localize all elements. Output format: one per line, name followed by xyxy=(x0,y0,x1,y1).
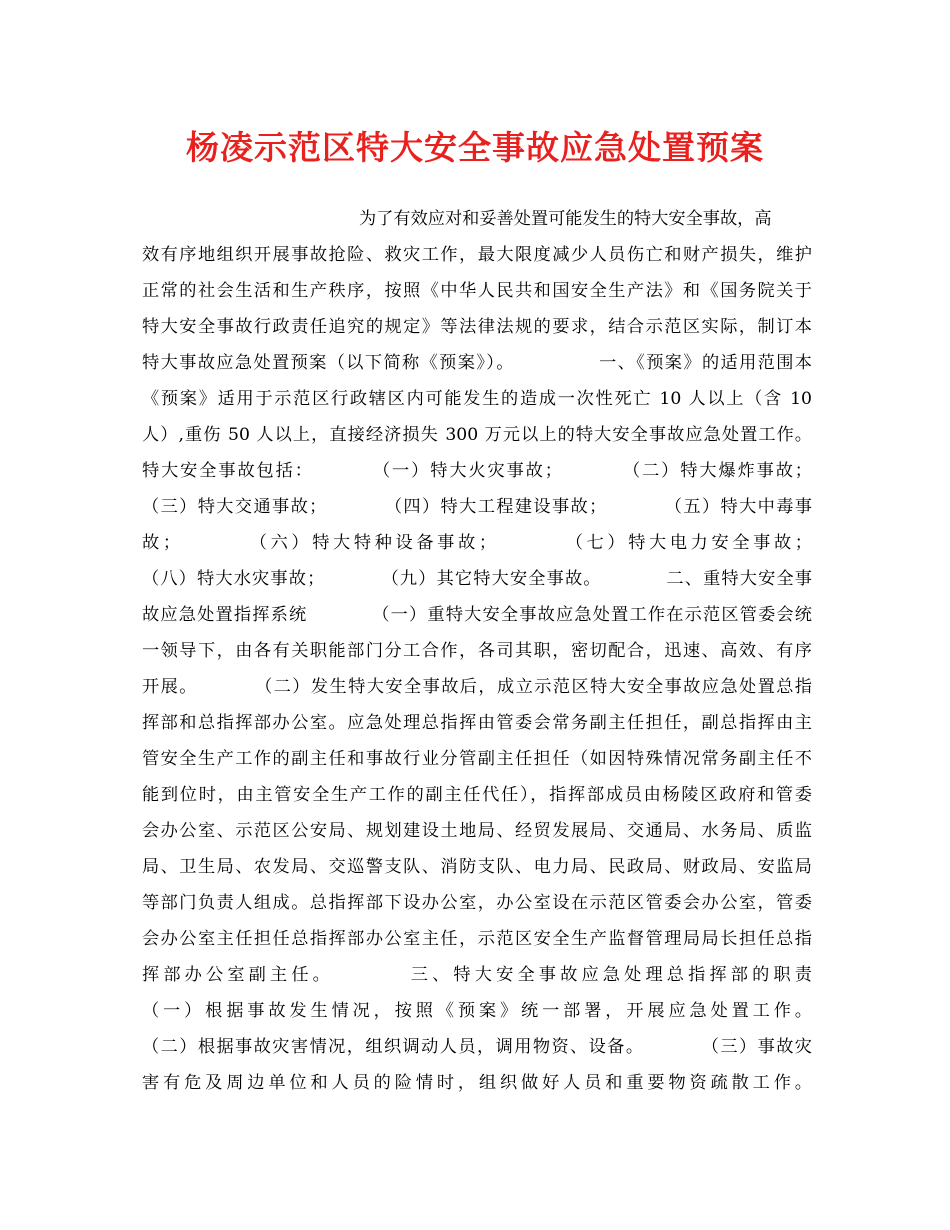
body-line: （一）根据事故发生情况，按照《预案》统一部署，开展应急处置工作。 xyxy=(142,1001,812,1021)
body-line: 害有危及周边单位和人员的险情时，组织做好人员和重要物资疏散工作。 xyxy=(142,1073,812,1093)
body-line: 特大事故应急处置预案（以下简称《预案》）。 一、《预案》的适用范围本 xyxy=(142,353,812,373)
document-title: 杨凌示范区特大安全事故应急处置预案 xyxy=(186,128,764,167)
body-line: 挥部办公室副主任。 三、特大安全事故应急处理总指挥部的职责 xyxy=(142,965,812,985)
body-line: 能到位时，由主管安全生产工作的副主任代任），指挥部成员由杨陵区政府和管委 xyxy=(142,785,812,805)
body-line: 效有序地组织开展事故抢险、救灾工作，最大限度减少人员伤亡和财产损失，维护 xyxy=(142,245,812,265)
body-line: 挥部和总指挥部办公室。应急处理总指挥由管委会常务副主任担任，副总指挥由主 xyxy=(142,713,812,733)
body-line: 开展。 （二）发生特大安全事故后，成立示范区特大安全事故应急处置总指 xyxy=(142,677,812,697)
body-line: 正常的社会生活和生产秩序，按照《中华人民共和国安全生产法》和《国务院关于 xyxy=(142,281,812,301)
body-line: 会办公室主任担任总指挥部办公室主任，示范区安全生产监督管理局局长担任总指 xyxy=(142,929,812,949)
body-line: 特大安全事故包括： （一）特大火灾事故； （二）特大爆炸事故； xyxy=(142,461,812,481)
body-line: 一领导下，由各有关职能部门分工合作，各司其职，密切配合，迅速、高效、有序 xyxy=(142,641,812,661)
body-line: 故应急处置指挥系统 （一）重特大安全事故应急处置工作在示范区管委会统 xyxy=(142,605,812,625)
body-line: 局、卫生局、农发局、交巡警支队、消防支队、电力局、民政局、财政局、安监局 xyxy=(142,857,812,877)
body-line: 故； （六）特大特种设备事故； （七）特大电力安全事故； xyxy=(142,533,812,553)
body-line: （八）特大水灾事故； （九）其它特大安全事故。 二、重特大安全事 xyxy=(142,569,812,589)
body-line: 特大安全事故行政责任追究的规定》等法律法规的要求，结合示范区实际，制订本 xyxy=(142,317,812,337)
body-line: （二）根据事故灾害情况，组织调动人员，调用物资、设备。 （三）事故灾 xyxy=(142,1037,812,1057)
body-line: 为了有效应对和妥善处置可能发生的特大安全事故，高 xyxy=(359,209,772,229)
body-line: 人）,重伤 50 人以上，直接经济损失 300 万元以上的特大安全事故应急处置工作。 xyxy=(142,425,812,445)
body-line: 等部门负责人组成。总指挥部下设办公室，办公室设在示范区管委会办公室，管委 xyxy=(142,893,812,913)
body-line: （三）特大交通事故； （四）特大工程建设事故； （五）特大中毒事 xyxy=(142,497,812,517)
document-body xyxy=(142,0,812,1093)
body-line: 《预案》适用于示范区行政辖区内可能发生的造成一次性死亡 10 人以上（含 10 xyxy=(142,389,812,409)
body-line: 管安全生产工作的副主任和事故行业分管副主任担任（如因特殊情况常务副主任不 xyxy=(142,749,812,769)
body-line: 会办公室、示范区公安局、规划建设土地局、经贸发展局、交通局、水务局、质监 xyxy=(142,821,812,841)
